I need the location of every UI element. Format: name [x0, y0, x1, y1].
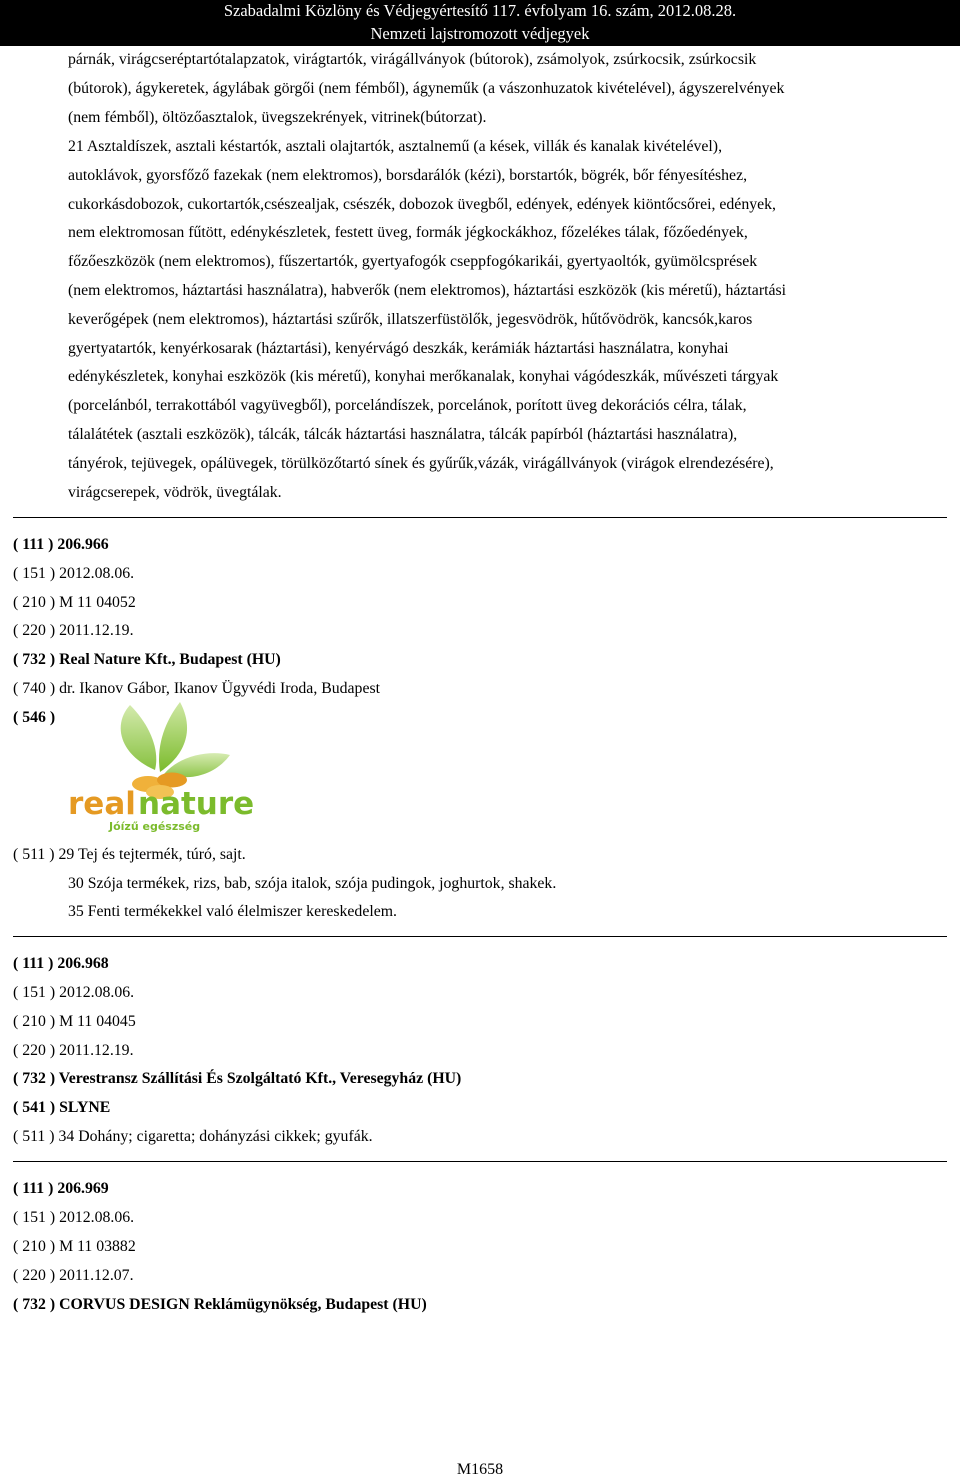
text-line: 21 Asztaldíszek, asztali késtartók, asztali olajtartók, asztalnemű (a kések, villák és kanalak kivételével), [68, 138, 723, 155]
field-code: ( 210 ) [13, 1013, 56, 1030]
record-divider [13, 1161, 947, 1162]
page-number: M1658 [456, 1461, 504, 1478]
field-code: ( 210 ) [13, 1238, 56, 1255]
filing-date: 2011.12.19. [59, 622, 134, 639]
field-code: ( 111 ) [13, 1180, 54, 1197]
text-line: keverőgépek (nem elektromos), háztartási szűrők, illatszerfüstölők, jegesvödrök, hűtővödrök, kancsók,karos [68, 310, 753, 328]
application-number: M 11 03882 [59, 1238, 136, 1255]
text-line: párnák, virágcseréptartótalapzatok, virágtartók, virágállványok (bútorok), zsámolyok, zsúrkocsik, zsúrkocsik [68, 51, 757, 68]
logo-tagline: Jóízű egészség [109, 820, 201, 833]
record2-511 [13, 1128, 373, 1146]
text-line: tálalátétek (asztali eszközök), tálcák, tálcák háztartási használatra, tálcák papírból (háztartási használatra), [68, 425, 738, 443]
text-line: cukorkásdobozok, cukortartók,csészealjak, csészék, dobozok üvegből, edények, edények kiöntőcsőrei, edények, [68, 195, 776, 213]
record2-732 [13, 1070, 461, 1088]
record2-111 [13, 955, 109, 973]
owner: Real Nature Kft., Budapest (HU) [59, 651, 281, 668]
logo-word-nature: nature [138, 786, 255, 822]
text-line: virágcserepek, vödrök, üvegtálak. [68, 483, 282, 501]
record3-220 [13, 1267, 134, 1285]
record3-732 [13, 1296, 427, 1314]
text-line: nem elektromosan fűtött, edénykészletek, festett üveg, formák jégkockákhoz, főzelékes tálak, főzőedények, [68, 224, 748, 242]
field-code: ( 511 ) [13, 846, 55, 863]
field-code: ( 732 ) [13, 1070, 56, 1087]
text-line: edénykészletek, konyhai eszközök (kis méretű), konyhai merőkanalak, konyhai vágódeszkák, művészeti tárgyak [68, 368, 779, 386]
field-code: ( 740 ) [13, 680, 56, 697]
record1-511 [13, 846, 246, 864]
word-mark: SLYNE [59, 1099, 111, 1116]
registration-date: 2012.08.06. [59, 565, 135, 582]
text-line: (porcelánból, terrakottából vagyüvegből), porcelándíszek, porcelánok, porított üveg dekorációs célra, tálak, [68, 397, 747, 415]
class21-paragraph [68, 133, 948, 507]
section-title: Nemzeti lajstromozott védjegyek [370, 24, 590, 43]
record3-210 [13, 1238, 136, 1256]
record2-210 [13, 1013, 136, 1031]
record1-210 [13, 594, 136, 612]
leaf-left [121, 705, 157, 770]
record2-541 [13, 1099, 110, 1117]
registration-number: 206.969 [57, 1180, 109, 1197]
owner: CORVUS DESIGN Reklámügynökség, Budapest (HU) [59, 1296, 427, 1313]
text-line: autoklávok, gyorsfőző fazekak (nem elektromos), borsdarálók (kézi), borstartók, bögrék, bőr fényesítéshez, [68, 166, 748, 184]
field-code: ( 210 ) [13, 594, 56, 611]
record-divider [13, 517, 947, 518]
record2-220 [13, 1042, 134, 1060]
record3-111 [13, 1180, 109, 1198]
field-code: ( 151 ) [13, 984, 56, 1001]
field-code: ( 732 ) [13, 1296, 56, 1313]
record3-151 [13, 1209, 134, 1227]
text-line: gyertyatartók, kenyérkosarak (háztartási), kenyérvágó deszkák, kerámiák háztartási használatra, konyhai [68, 339, 729, 357]
owner: Verestransz Szállítási És Szolgáltató Kft., Veresegyház (HU) [58, 1070, 462, 1087]
logo-word-real: real [68, 786, 136, 822]
registration-date: 2012.08.06. [59, 1209, 135, 1226]
realnature-logo [60, 700, 255, 835]
page-header [0, 0, 960, 46]
field-code: ( 511 ) [13, 1128, 55, 1145]
record-divider [13, 936, 947, 937]
top-paragraph [68, 46, 948, 132]
field-code: ( 220 ) [13, 1267, 56, 1284]
goods-class: 34 Dohány; cigaretta; dohányzási cikkek; gyufák. [58, 1128, 373, 1145]
record1-740 [13, 680, 380, 698]
text-line: (bútorok), ágykeretek, ágylábak görgői (nem fémből), ágyneműk (a vászonhuzatok kivételével), ágyszerelvények [68, 79, 785, 97]
filing-date: 2011.12.07. [59, 1267, 134, 1284]
field-code: ( 541 ) [13, 1099, 56, 1116]
text-line: tányérok, tejüvegek, opálüvegek, törülközőtartó sínek és gyűrűk,vázák, virágállványok (virágok elrendezésére), [68, 454, 774, 472]
field-code: ( 111 ) [13, 955, 54, 972]
field-code: ( 151 ) [13, 1209, 56, 1226]
field-code: ( 220 ) [13, 622, 56, 639]
field-code: ( 220 ) [13, 1042, 56, 1059]
goods-class: 29 Tej és tejtermék, túró, sajt. [58, 846, 246, 863]
record1-111 [13, 536, 109, 554]
registration-number: 206.968 [57, 955, 109, 972]
text-line: (nem fémből), öltözőasztalok, üvegszekrények, vitrinek(bútorzat). [68, 108, 487, 126]
field-code: ( 732 ) [13, 651, 56, 668]
record1-151 [13, 565, 134, 583]
filing-date: 2011.12.19. [59, 1042, 134, 1059]
field-code: ( 546 ) [13, 709, 56, 726]
record1-511-line3: 35 Fenti termékekkel való élelmiszer kereskedelem. [68, 903, 397, 920]
registration-date: 2012.08.06. [59, 984, 135, 1001]
application-number: M 11 04045 [59, 1013, 136, 1030]
record1-546 [13, 709, 55, 727]
journal-title: Szabadalmi Közlöny és Védjegyértesítő 117. évfolyam 16. szám, 2012.08.28. [223, 1, 737, 20]
registration-number: 206.966 [57, 536, 109, 553]
field-code: ( 111 ) [13, 536, 54, 553]
application-number: M 11 04052 [59, 594, 136, 611]
record1-732 [13, 651, 281, 669]
text-line: főzőeszközök (nem elektromos), fűszertartók, gyertyafogók cseppfogókarikái, gyertyaoltók, gyümölcsprések [68, 253, 758, 271]
field-code: ( 151 ) [13, 565, 56, 582]
text-line: (nem elektromos, háztartási használatra), habverők (nem elektromos), háztartási eszközök (kis méretű), háztartási [68, 281, 787, 299]
record2-151 [13, 984, 134, 1002]
record1-511-line2: 30 Szója termékek, rizs, bab, szója italok, szója pudingok, joghurtok, shakek. [68, 875, 557, 892]
representative: dr. Ikanov Gábor, Ikanov Ügyvédi Iroda, Budapest [59, 680, 381, 697]
record1-220 [13, 622, 134, 640]
